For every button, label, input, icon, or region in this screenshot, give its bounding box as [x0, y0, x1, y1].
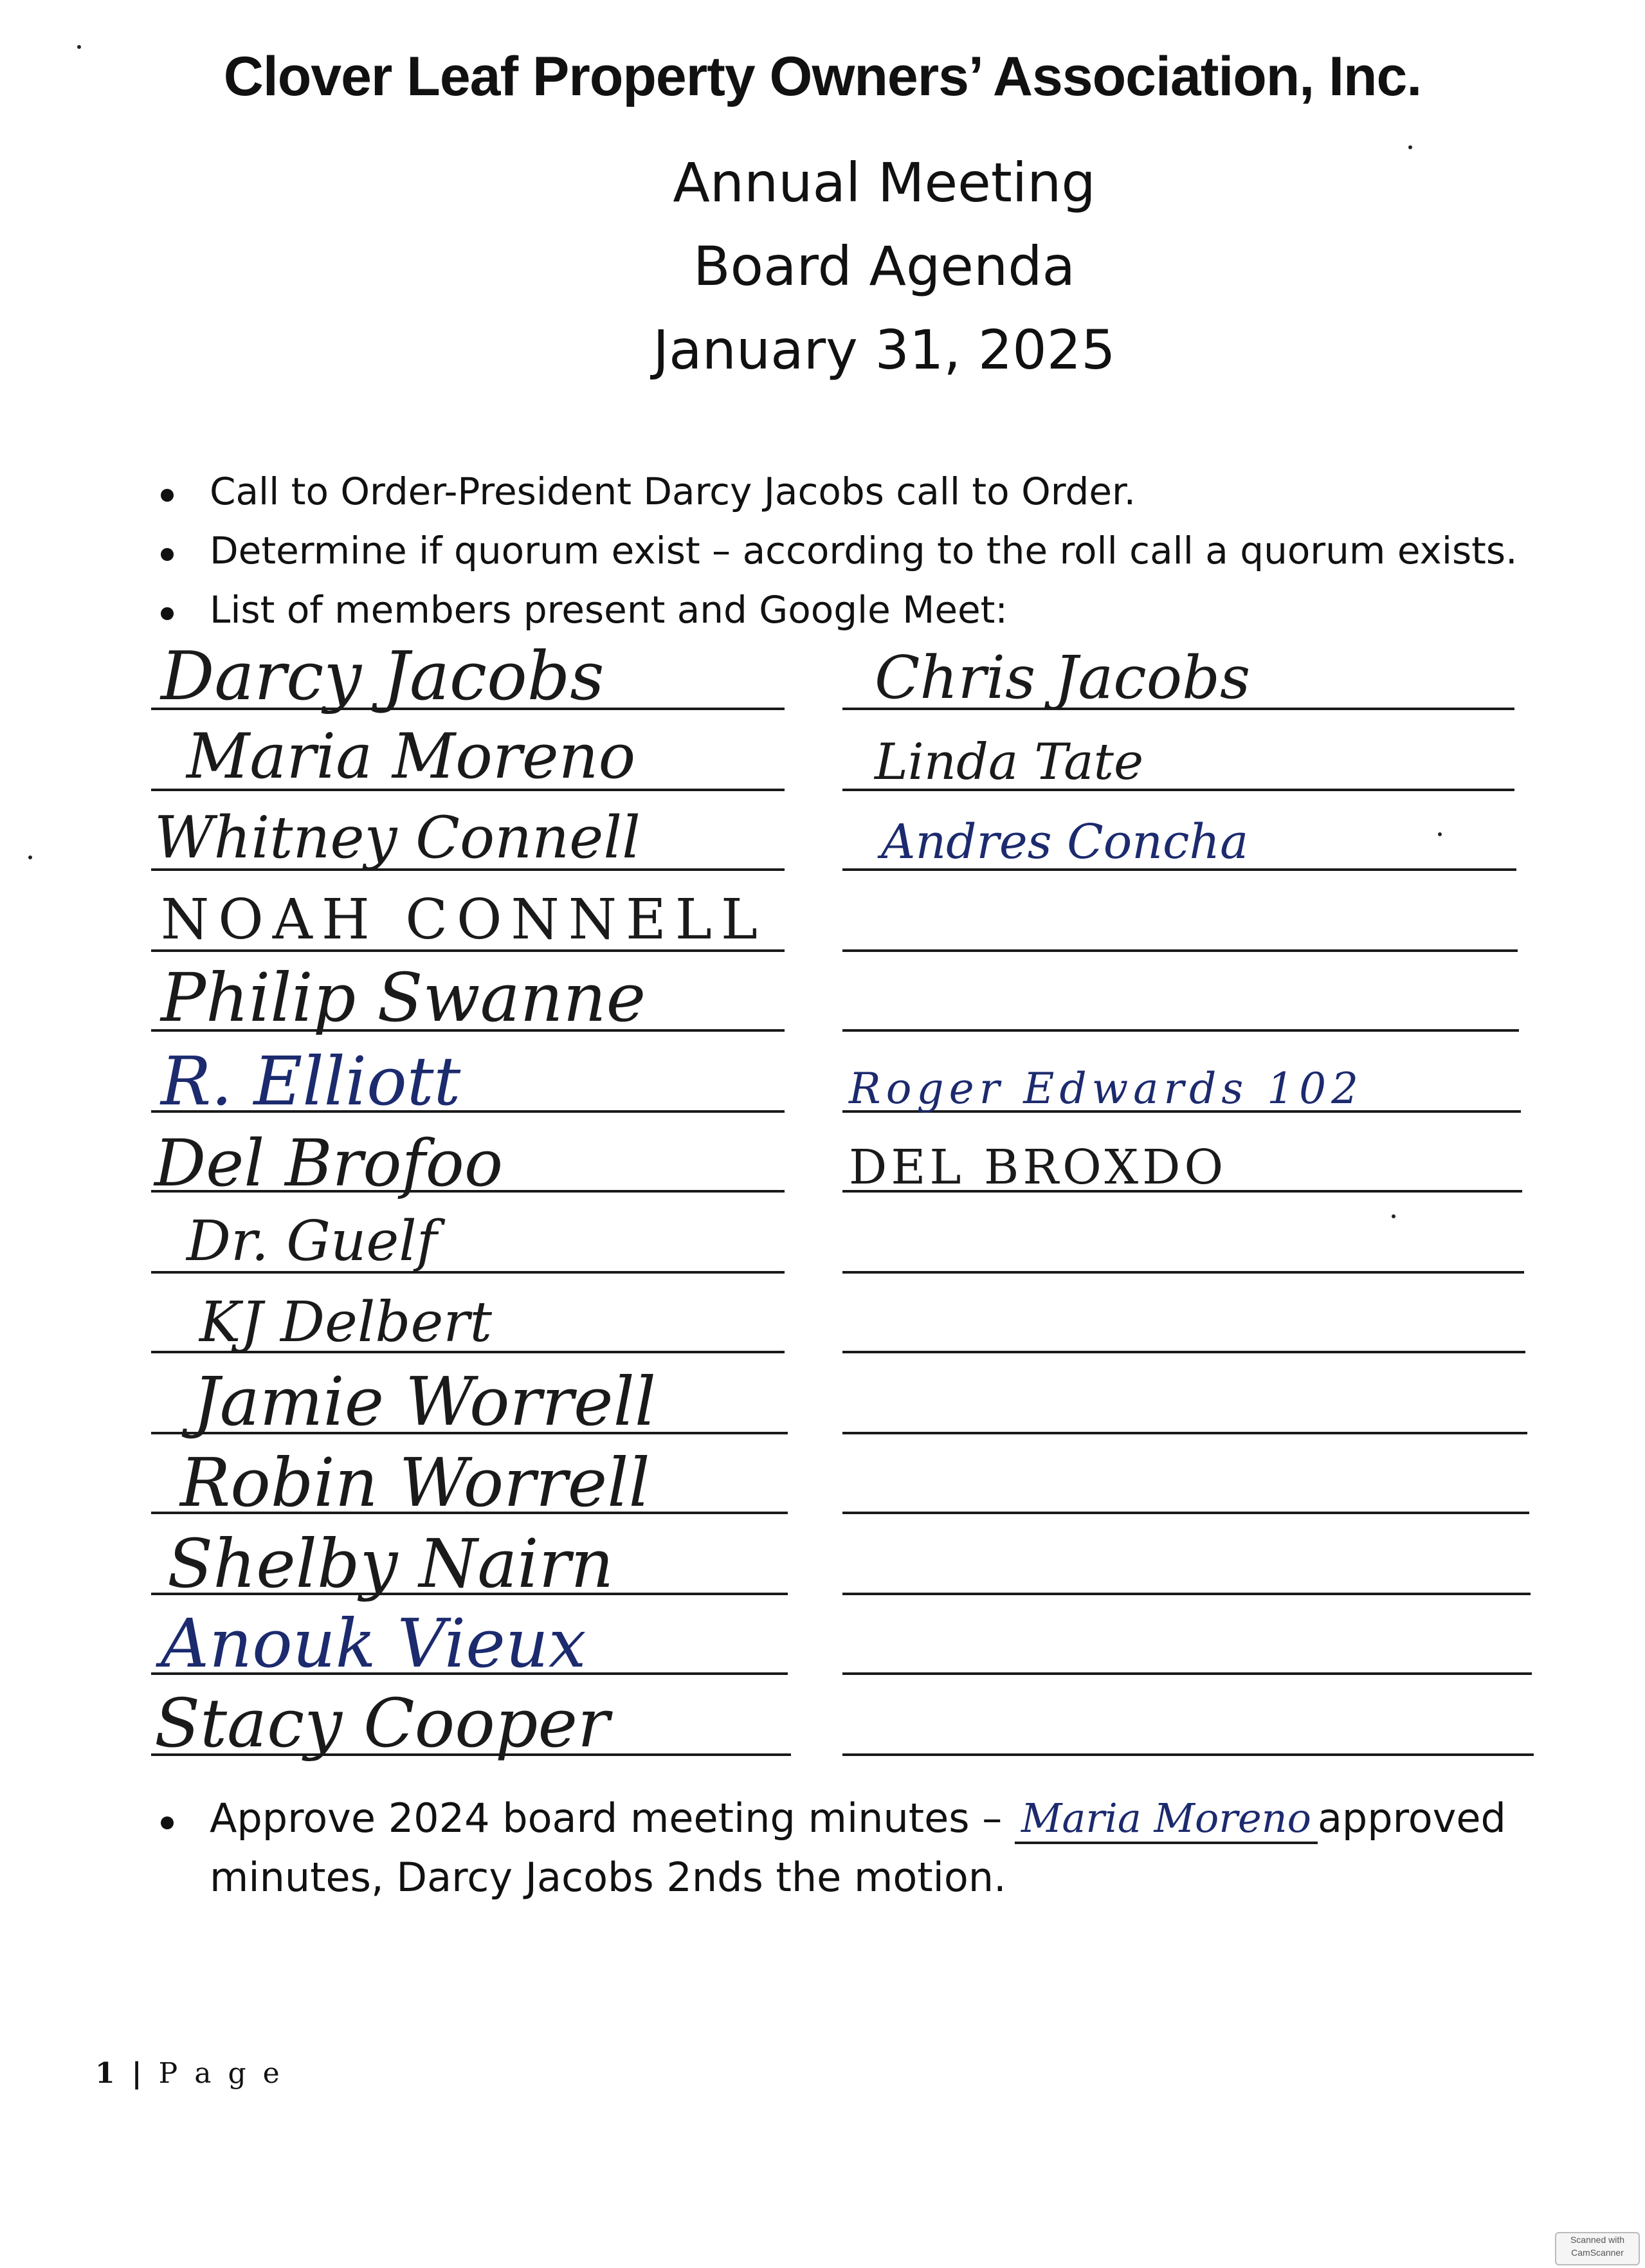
scan-speck: [1408, 145, 1412, 149]
signature-line: [842, 949, 1518, 952]
signature: Philip Swanne: [161, 958, 646, 1037]
signature: Shelby Nairn: [167, 1524, 614, 1603]
signature-line: [842, 1029, 1519, 1032]
agenda-item-text: List of members present and Google Meet:: [210, 588, 1008, 632]
signature: Chris Jacobs: [875, 643, 1251, 712]
signature: Linda Tate: [875, 733, 1144, 791]
scan-speck: [77, 45, 81, 49]
camscanner-badge: [1555, 2232, 1640, 2265]
footer-separator: |: [131, 2057, 146, 2090]
signature: R. Elliott: [161, 1042, 461, 1120]
signature: Roger Edwards 102: [849, 1064, 1364, 1113]
signature: Del Brofoo: [154, 1126, 504, 1201]
motion-maker-name: Maria Moreno: [1015, 1795, 1318, 1844]
scanner-line-1: Scanned with: [1570, 2235, 1625, 2245]
bullet-icon: [161, 1816, 174, 1829]
signature: Dr. Guelf: [186, 1209, 437, 1274]
page-label: P a g e: [158, 2057, 284, 2090]
signature: DEL BROXDO: [849, 1140, 1228, 1195]
signature: Maria Moreno: [186, 720, 636, 792]
signature-line: [842, 1432, 1527, 1434]
scan-speck: [1438, 832, 1442, 836]
signature-line: [842, 1512, 1529, 1514]
page-footer: [95, 2057, 284, 2090]
signature: Darcy Jacobs: [161, 637, 604, 715]
approve-minutes-suffix: approved: [1317, 1795, 1506, 1842]
scanner-line-2: CamScanner: [1571, 2247, 1624, 2258]
agenda-heading: Board Agenda: [693, 235, 1076, 298]
meeting-type: Annual Meeting: [673, 151, 1096, 214]
signature: Andres Concha: [881, 814, 1249, 870]
meeting-date: January 31, 2025: [653, 318, 1116, 381]
scan-speck: [28, 855, 32, 859]
page-number: 1: [95, 2057, 119, 2090]
agenda-item-text: Determine if quorum exist – according to the roll call a quorum exists.: [210, 529, 1518, 572]
bullet-icon: [161, 607, 174, 620]
signature: NOAH CONNELL: [161, 888, 767, 952]
signature-line: [842, 1271, 1524, 1274]
signature: Anouk Vieux: [161, 1604, 586, 1683]
bullet-icon: [161, 489, 174, 502]
approve-minutes-prefix: Approve 2024 board meeting minutes –: [210, 1795, 1003, 1842]
signature-line: [842, 1753, 1534, 1756]
signature: Stacy Cooper: [154, 1684, 610, 1762]
signature-line: [842, 1351, 1525, 1353]
approve-minutes-second-line: minutes, Darcy Jacobs 2nds the motion.: [210, 1854, 1006, 1901]
signature: Whitney Connell: [154, 804, 641, 872]
signature-line: [842, 1593, 1531, 1595]
signature: Robin Worrell: [180, 1443, 650, 1522]
association-title: Clover Leaf Property Owners’ Association, Inc.: [223, 46, 1422, 107]
bullet-icon: [161, 548, 174, 561]
scan-speck: [1392, 1214, 1395, 1218]
agenda-item-text: Call to Order-President Darcy Jacobs call to Order.: [210, 470, 1136, 513]
signature: Jamie Worrell: [193, 1362, 657, 1441]
signature: KJ Delbert: [199, 1290, 493, 1355]
approve-minutes-line: [210, 1795, 1645, 1844]
signature-line: [842, 1672, 1532, 1675]
